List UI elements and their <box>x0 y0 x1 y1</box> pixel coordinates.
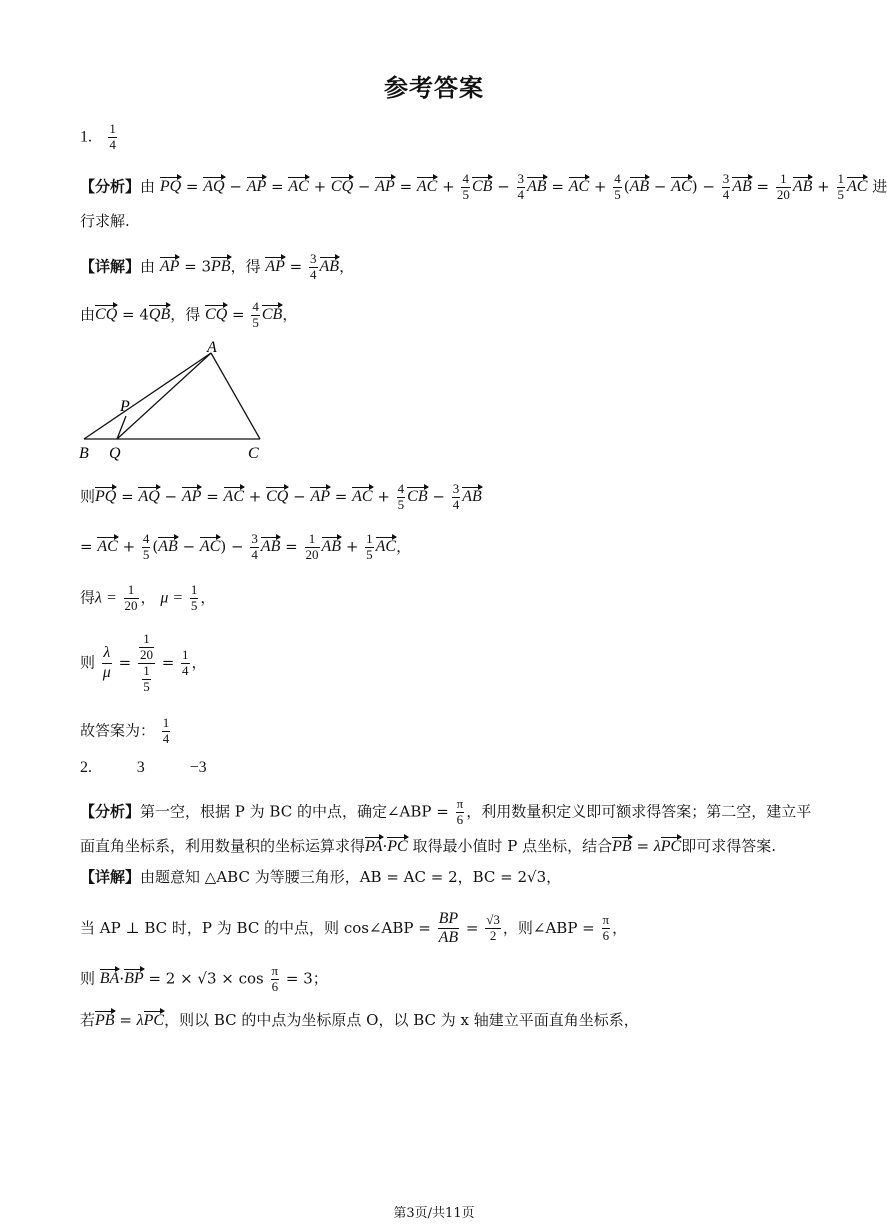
q2-dot-line: 则 BA·BP = 2 × √3 × cos $\frac{\pi}{6}$ = 3； <box>80 963 328 994</box>
q1-eq-line: = AC + $\frac{4}{5}$ (AB − AC) − $\frac{3}{4}$ AB = $\frac{1}{20}$ AB + $\frac{1}{5}$ AC， <box>80 531 412 562</box>
q1-detail-line: 【详解】由 AP = 3PB，得 AP = $\frac{3}{4}$ AB， <box>80 251 355 282</box>
q1-answer-line <box>80 122 119 153</box>
page-footer: 第3页/共11页 <box>393 1206 475 1221</box>
segment-QA <box>117 353 211 439</box>
q1-number: 1. <box>80 128 92 146</box>
label-A: A <box>207 339 217 356</box>
label-B: B <box>79 445 89 462</box>
q1-get-line: 得λ = $\frac{1}{20}$ ， μ = $\frac{1}{5}$ ， <box>80 582 216 613</box>
q1-then-line: 则PQ = AQ − AP = AC + CQ − AP = AC + $\frac{4}{5}$ CB − $\frac{3}{4}$ AB <box>80 481 482 512</box>
q2-detail-line1: 【详解】由题意知 △ABC 为等腰三角形，AB = AC = 2，BC = 2√3， <box>80 868 562 886</box>
q1-final-line: 故答案为： $\frac{1}{4}$ <box>80 715 170 746</box>
q2-when-line: 当 AP ⊥ BC 时，P 为 BC 的中点，则 cos∠ABP = $\frac{BP}{AB}$ = $\frac{√3}{2}$ ，则∠ABP = $\frac{\pi}{6}$ ， <box>80 910 628 947</box>
label-C: C <box>248 445 259 462</box>
q2-if-line: 若PB = λPC，则以 BC 的中点为坐标原点 O，以 BC 为 x 轴建立平面直角坐标系， <box>80 1011 639 1029</box>
triangle-diagram <box>76 338 276 464</box>
q2-analysis-line1: 【分析】第一空，根据 P 为 BC 的中点，确定∠ABP = $\frac{\pi}{6}$ ，利用数量积定义即可额求得答案；第二空，建立平 <box>80 796 812 827</box>
label-Q: Q <box>109 445 121 462</box>
q1-detail-line2: 由CQ = 4QB，得 CQ = $\frac{4}{5}$ CB， <box>80 299 298 330</box>
page-title: 参考答案 <box>384 74 484 102</box>
q1-analysis-line: 【分析】由 PQ = AQ − AP = AC + CQ − AP = AC + $\frac{4}{5}$ CB − $\frac{3}{4}$ AB = AC + $\frac{4}{5}$ (AB − AC) − $\frac{3}{4}$ AB = $\frac{1}{20}$ AB + $\frac{1}{5}$ AC 进 <box>80 171 887 202</box>
side-BA <box>84 353 211 439</box>
label-P: P <box>120 398 130 415</box>
side-AC <box>211 353 260 439</box>
q2-analysis-line2: 面直角坐标系，利用数量积的坐标运算求得PA·PC 取得最小值时 P 点坐标，结合PB = λPC即可求得答案. <box>80 837 776 855</box>
q1-ratio-line: 则 $\frac{\lambda}{\mu}$ = $\frac{\frac{1}{20}}{\frac{1}{5}}$ = $\frac{1}{4}$ ， <box>80 631 207 694</box>
q2-answer-line: 2. 3 −3 <box>80 759 207 776</box>
q1-answer-fraction: $\frac{1}{4}$ <box>109 121 116 152</box>
q1-analysis-cont: 行求解. <box>80 212 130 230</box>
q1-analysis-tag: 【分析】 <box>80 177 141 196</box>
